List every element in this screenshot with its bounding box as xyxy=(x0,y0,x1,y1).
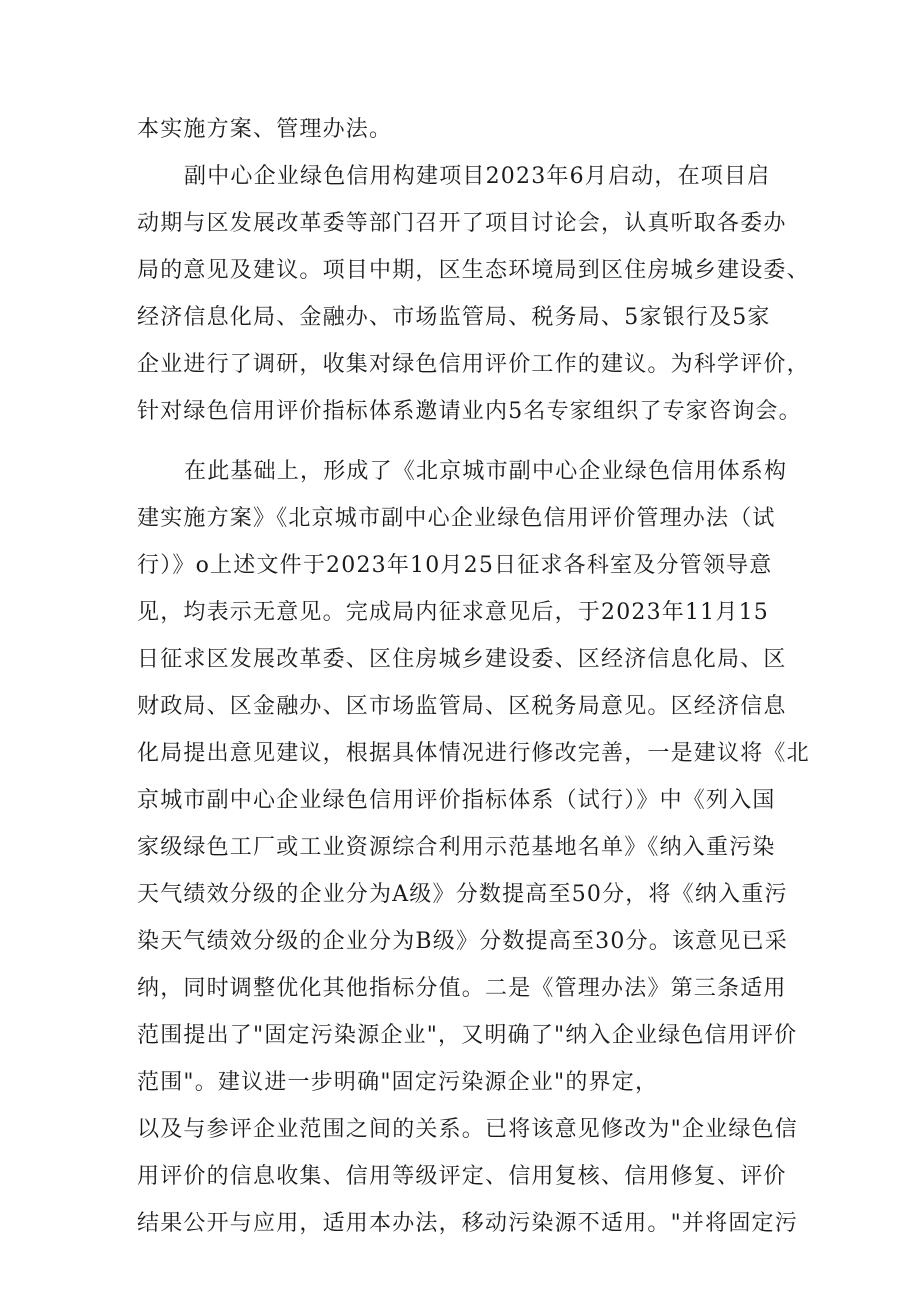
text-line: 经济信息化局、金融办、市场监管局、税务局、5家银行及5家 xyxy=(137,305,771,330)
text-line: 化局提出意见建议，根据具体情况进行修改完善，一是建议将《北 xyxy=(137,741,810,766)
text-line: 以及与参评企业范围之间的关系。已将该意见修改为"企业绿色信 xyxy=(137,1117,798,1142)
text-line: 动期与区发展改革委等部门召开了项目讨论会，认真听取各委办 xyxy=(137,211,787,236)
text-line: 日征求区发展改革委、区住房城乡建设委、区经济信息化局、区 xyxy=(137,647,787,672)
text-line: 范围提出了"固定污染源企业"，又明确了"纳入企业绿色信用评价 xyxy=(137,1023,798,1048)
paragraph-first-line: 副中心企业绿色信用构建项目2023年6月启动，在项目启 xyxy=(184,164,771,189)
text-line: 结果公开与应用，适用本办法，移动污染源不适用。"并将固定污 xyxy=(137,1211,798,1236)
text-line: 范围"。建议进一步明确"固定污染源企业"的界定， xyxy=(137,1070,659,1095)
text-line: 财政局、区金融办、区市场监管局、区税务局意见。区经济信息 xyxy=(137,694,787,719)
text-line: 针对绿色信用评价指标体系邀请业内5名专家组织了专家咨询会。 xyxy=(137,399,802,424)
text-line: 京城市副中心企业绿色信用评价指标体系（试行）》中《列入国 xyxy=(137,788,776,813)
text-line: 局的意见及建议。项目中期，区生态环境局到区住房城乡建设委、 xyxy=(137,258,810,283)
text-line: 行）》o上述文件于2023年10月25日征求各科室及分管领导意 xyxy=(137,553,773,578)
text-line: 见，均表示无意见。完成局内征求意见后，于2023年11月15 xyxy=(137,600,769,625)
text-line: 纳，同时调整优化其他指标分值。二是《管理办法》第三条适用 xyxy=(137,976,787,1001)
text-line: 企业进行了调研，收集对绿色信用评价工作的建议。为科学评价， xyxy=(137,352,810,377)
paragraph-first-line: 在此基础上，形成了《北京城市副中心企业绿色信用体系构 xyxy=(184,459,788,484)
text-line: 建实施方案》《北京城市副中心企业绿色信用评价管理办法（试 xyxy=(137,506,776,531)
text-line: 天气绩效分级的企业分为A级》分数提高至50分，将《纳入重污 xyxy=(137,882,788,907)
text-line: 用评价的信息收集、信用等级评定、信用复核、信用修复、评价 xyxy=(137,1164,787,1189)
text-line: 本实施方案、管理办法。 xyxy=(137,117,393,142)
text-line: 家级绿色工厂或工业资源综合利用示范基地名单》《纳入重污染 xyxy=(137,835,776,860)
text-line: 染天气绩效分级的企业分为B级》分数提高至30分。该意见已采 xyxy=(137,929,788,954)
